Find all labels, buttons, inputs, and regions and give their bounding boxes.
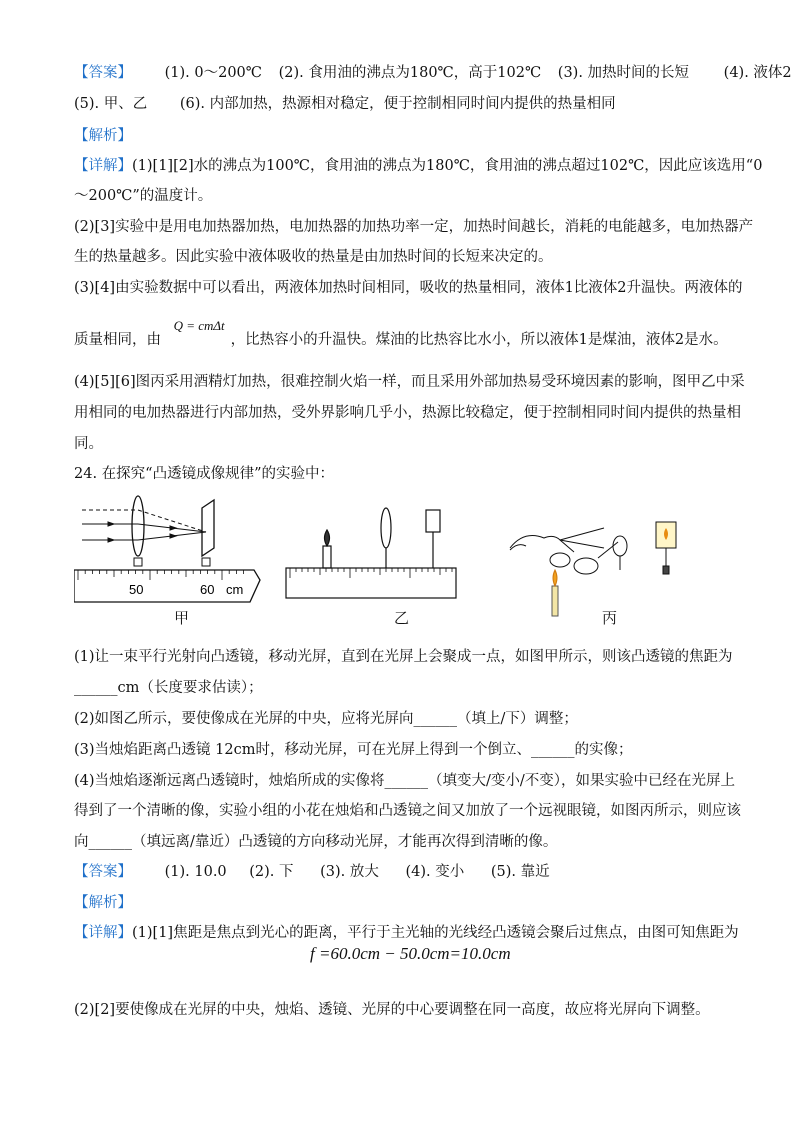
answer-item: (1). 0～200℃ (164, 65, 262, 81)
analysis-tag: 【解析】 (74, 128, 132, 144)
answer-line-q24 (74, 862, 550, 882)
detail-text: (4)[5][6]图丙采用酒精灯加热，很难控制火焰一样，而且采用外部加热易受环境因素的影响，图甲乙中采 (74, 374, 745, 390)
detail-text: (1)[1]焦距是焦点到光心的距离，平行于主光轴的光线经凸透镜会聚后过焦点，由图可知焦距为 (132, 925, 739, 941)
answer-item: (1). 10.0 (164, 864, 227, 880)
detail-tag: 【详解】 (74, 925, 132, 941)
detail-text: 同。 (74, 436, 103, 452)
answer-item: (2). 下 (249, 864, 294, 880)
ruler-ticks-jia (78, 570, 244, 580)
ruler-unit-cm: cm (226, 582, 244, 597)
formula-q-cm-dt: Q = cmΔt (173, 318, 225, 333)
answer-line-2 (74, 94, 616, 114)
question-text: ______cm（长度要求估读）； (74, 680, 263, 696)
analysis-tag: 【解析】 (74, 895, 132, 911)
answer-item: (2). 食用油的沸点为180℃，高于102℃ (278, 65, 542, 81)
question-text: 向______（填远离/靠近）凸透镜的方向移动光屏，才能再次得到清晰的像。 (74, 834, 558, 850)
answer-item: (5). 靠近 (490, 864, 550, 880)
question-text: (2)如图乙所示，要使像成在光屏的中央，应将光屏向______（填上/下）调整； (74, 711, 578, 727)
experiment-figures (74, 490, 714, 625)
answer-item: (3). 加热时间的长短 (557, 65, 690, 81)
detail-text: (2)[3]实验中是用电加热器加热，电加热器的加热功率一定，加热时间越长，消耗的电能越多，电加热器产 (74, 219, 754, 235)
figure-bing (510, 522, 676, 616)
detail-paragraph-q24 (74, 923, 739, 943)
question-text: (4)当烛焰逐渐远离凸透镜时，烛焰所成的实像将______（填变大/变小/不变），如果实验中已经在光屏上 (74, 773, 736, 789)
detail-text: (2)[2]要使像成在光屏的中央，烛焰、透镜、光屏的中心要调整在同一高度，故应将光屏向下调整。 (74, 1002, 710, 1018)
detail-text: 用相同的电加热器进行内部加热，受外界影响几乎小，热源比较稳定，便于控制相同时间内提供的热量相 (74, 405, 741, 421)
detail-paragraph-1 (74, 156, 762, 176)
detail-text: (1)[1][2]水的沸点为100℃，食用油的沸点为180℃，食用油的沸点超过102℃，因此应该选用“0 (132, 158, 763, 174)
detail-text: 质量相同，由 (74, 332, 161, 348)
ruler-label-50: 50 (129, 582, 144, 597)
detail-text-with-formula (74, 318, 728, 350)
answer-line-1 (74, 63, 792, 83)
answer-tag: 【答案】 (74, 65, 132, 81)
answer-item: (6). 内部加热，热源相对稳定，便于控制相同时间内提供的热量相同 (179, 96, 616, 112)
answer-item: (3). 放大 (320, 864, 379, 880)
figure-label-yi: 乙 (394, 609, 410, 627)
question-text: 得到了一个清晰的像，实验小组的小花在烛焰和凸透镜之间又加放了一个远视眼镜，如图丙所示，则应该 (74, 803, 741, 819)
question-text: (1)让一束平行光射向凸透镜，移动光屏，直到在光屏上会聚成一点，如图甲所示，则该凸透镜的焦距为 (74, 649, 733, 665)
figure-label-bing: 丙 (602, 609, 618, 627)
answer-item: (4). 液体2 (723, 65, 792, 81)
ruler-ticks-yi (290, 568, 452, 578)
formula-focal-length: f =60.0cm − 50.0cm=10.0cm (310, 944, 511, 963)
answer-tag: 【答案】 (74, 864, 132, 880)
ruler-label-60: 60 (200, 582, 215, 597)
detail-text: ，比热容小的升温快。煤油的比热容比水小，所以液体1是煤油，液体2是水。 (230, 332, 728, 348)
detail-text: ～200℃”的温度计。 (74, 188, 213, 204)
detail-text: 生的热量越多。因此实验中液体吸收的热量是由加热时间的长短来决定的。 (74, 249, 553, 265)
question-24-title: 24. 在探究“凸透镜成像规律”的实验中： (74, 466, 334, 482)
detail-tag: 【详解】 (74, 158, 132, 174)
question-text: (3)当烛焰距离凸透镜 12cm时，移动光屏，可在光屏上得到一个倒立、______的实像； (74, 742, 633, 758)
answer-item: (5). 甲、乙 (74, 96, 148, 112)
detail-text: (3)[4]由实验数据中可以看出，两液体加热时间相同，吸收的热量相同，液体1比液体2升温快。两液体的 (74, 280, 743, 296)
figure-yi (286, 508, 456, 598)
answer-item: (4). 变小 (405, 864, 465, 880)
figure-label-jia: 甲 (174, 609, 190, 627)
